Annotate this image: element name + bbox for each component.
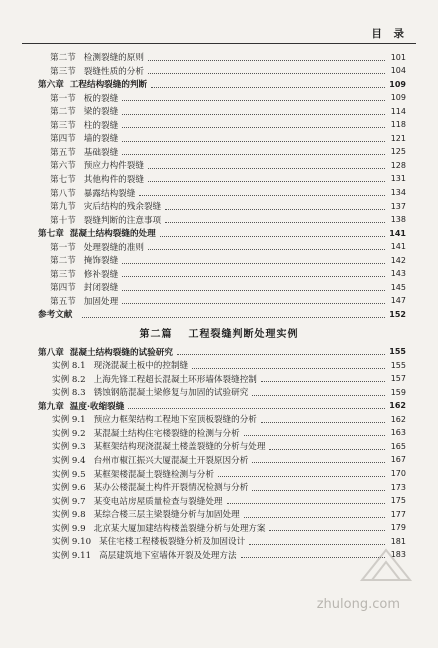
toc-page-number: 175 xyxy=(390,496,406,506)
toc-chapter-entry[interactable] xyxy=(38,77,406,91)
toc-entry-label: 实例 9.5 xyxy=(52,469,86,480)
toc-entry-label: 第四节 xyxy=(50,134,76,145)
toc-section-entry[interactable] xyxy=(52,467,406,481)
toc-entry-title: 修补裂缝 xyxy=(83,269,119,280)
toc-section-entry[interactable] xyxy=(50,145,406,159)
toc-entry-title: 加固处理 xyxy=(83,296,119,307)
toc-leader-dots xyxy=(122,135,385,142)
toc-section-entry[interactable] xyxy=(52,385,406,399)
toc-section-entry[interactable] xyxy=(52,548,406,562)
watermark-text: zhulong.com xyxy=(316,597,400,612)
toc-entry-title: 灾后结构的残余裂缝 xyxy=(83,202,162,213)
toc-entry-label: 实例 8.1 xyxy=(52,361,86,372)
toc-page-number: 137 xyxy=(390,201,406,211)
toc-chapter-entry[interactable] xyxy=(38,399,406,413)
toc-page-number: 138 xyxy=(390,215,406,225)
toc-section-entry[interactable] xyxy=(52,412,406,426)
toc-section-entry[interactable] xyxy=(50,240,406,254)
toc-entry-title: 高层建筑地下室墙体开裂及处理方法 xyxy=(99,550,237,561)
toc-leader-dots xyxy=(177,348,385,355)
toc-leader-dots xyxy=(269,443,385,450)
toc-section-entry[interactable] xyxy=(50,50,406,64)
header-rule xyxy=(22,43,416,44)
toc-leader-dots xyxy=(122,257,385,264)
toc-entry-label: 第十节 xyxy=(50,215,76,226)
toc-entry-label: 实例 9.9 xyxy=(52,523,86,534)
toc-page-number: 181 xyxy=(390,536,406,546)
toc-leader-dots xyxy=(148,175,385,182)
toc-entry-label: 第九章 xyxy=(38,401,64,412)
toc-page-number: 159 xyxy=(390,387,406,397)
toc-entry-label: 实例 9.2 xyxy=(52,428,86,439)
toc-entry-title: 混凝土结构裂缝的试验研究 xyxy=(69,347,173,358)
toc-leader-dots xyxy=(261,416,385,423)
toc-entry-label: 实例 9.4 xyxy=(52,455,86,466)
toc-section-entry[interactable] xyxy=(52,534,406,548)
toc-page-number: 155 xyxy=(389,347,406,357)
toc-section-entry[interactable] xyxy=(50,104,406,118)
toc-chapter-entry[interactable] xyxy=(38,345,406,359)
toc-leader-dots xyxy=(148,54,385,61)
toc-entry-title: 检测裂缝的原则 xyxy=(83,53,144,63)
toc-entry-title: 台州市椒江振兴大厦混凝土开裂原因分析 xyxy=(93,455,249,466)
toc-leader-dots xyxy=(82,311,385,318)
part-heading-label: 第二篇 xyxy=(139,329,173,340)
toc-page-number: 152 xyxy=(389,309,406,319)
toc-page-number: 179 xyxy=(390,523,406,533)
toc-entry-title: 上海先锋工程超长混凝土环形墙体裂缝控制 xyxy=(93,374,257,385)
toc-page-number: 104 xyxy=(390,66,406,76)
toc-leader-dots xyxy=(261,375,385,382)
toc-page-number: 163 xyxy=(390,428,406,438)
toc-entry-label: 实例 8.3 xyxy=(52,388,86,399)
toc-entry-title: 柱的裂缝 xyxy=(83,120,119,131)
toc-section-entry[interactable] xyxy=(50,118,406,132)
toc-leader-dots xyxy=(227,497,385,504)
toc-leader-dots xyxy=(148,162,385,169)
toc-leader-dots xyxy=(128,402,385,409)
toc-entry-label: 第八节 xyxy=(50,188,76,199)
toc-section-entry[interactable] xyxy=(52,453,406,467)
toc-page-number: 162 xyxy=(390,414,406,424)
toc-section-entry[interactable] xyxy=(50,131,406,145)
toc-entry-label: 实例 9.7 xyxy=(52,496,86,507)
toc-section-entry[interactable] xyxy=(50,199,406,213)
toc-leader-dots xyxy=(122,297,385,304)
toc-page-number: 157 xyxy=(390,374,406,384)
toc-section-entry[interactable] xyxy=(50,213,406,227)
toc-page-number: 177 xyxy=(390,509,406,519)
toc-entry-label: 第六章 xyxy=(38,80,64,91)
toc-entry-title: 裂缝判断的注意事项 xyxy=(83,215,162,226)
toc-section-entry[interactable] xyxy=(50,267,406,281)
toc-entry-title: 板的裂缝 xyxy=(83,93,119,104)
toc-entry-title: 锈蚀钢筋混凝土梁修复与加固的试验研究 xyxy=(93,388,249,399)
toc-entry-title: 温度·收缩裂缝 xyxy=(69,401,125,412)
toc-section-entry[interactable] xyxy=(52,372,406,386)
toc-entry-label: 实例 8.2 xyxy=(52,374,86,385)
toc-section-entry[interactable] xyxy=(50,91,406,105)
toc-entry-label: 实例 9.11 xyxy=(52,550,92,561)
toc-page-number: 143 xyxy=(390,269,406,279)
toc-entry-label: 第五节 xyxy=(50,296,76,307)
toc-page-number: 162 xyxy=(389,401,406,411)
toc-page-number: 125 xyxy=(390,147,406,157)
watermark-logo-icon xyxy=(358,546,414,586)
toc-leader-dots xyxy=(252,389,385,396)
toc-entry-label: 第九节 xyxy=(50,202,76,213)
toc-leader-dots xyxy=(122,108,385,115)
toc-page-number: 167 xyxy=(390,455,406,465)
toc-section-entry[interactable] xyxy=(50,172,406,186)
toc-entry-label: 第四节 xyxy=(50,283,76,294)
toc-leader-dots xyxy=(165,203,385,210)
toc-section-entry[interactable] xyxy=(52,358,406,372)
toc-entry-label: 第一节 xyxy=(50,93,76,104)
toc-entry-title: 某混凝土结构住宅楼裂缝的检测与分析 xyxy=(93,428,240,439)
toc-page-number: 165 xyxy=(390,441,406,451)
toc-page-number: 155 xyxy=(390,360,406,370)
toc-entry-title: 某办公楼混凝土构件开裂情况检测与分析 xyxy=(93,483,249,494)
toc-leader-dots xyxy=(269,524,385,531)
toc-leader-dots xyxy=(148,243,385,250)
toc-leader-dots xyxy=(165,216,385,223)
toc-entry-label: 第三节 xyxy=(50,66,76,77)
toc-page-number: 134 xyxy=(390,188,406,197)
toc-entry-title: 北京某大厦加建结构楼盖裂缝分析与处理方案 xyxy=(93,523,266,534)
toc-entry-label: 第八章 xyxy=(38,347,64,358)
toc-entry-title: 某框架楼混凝土裂缝检测与分析 xyxy=(93,469,214,480)
toc-section-entry[interactable] xyxy=(50,64,406,78)
toc-page-number: 173 xyxy=(390,482,406,492)
toc-entry-label: 参考文献 xyxy=(38,310,73,321)
toc-entry-label: 第七章 xyxy=(38,229,64,240)
toc-entry-title: 暴露结构裂缝 xyxy=(83,188,136,199)
toc-leader-dots xyxy=(122,270,385,277)
toc-entry-title: 预应力框架结构工程地下室顶板裂缝的分析 xyxy=(93,415,257,426)
toc-page-number: 183 xyxy=(390,550,406,560)
toc-page-number: 109 xyxy=(389,79,406,89)
toc-section-entry[interactable] xyxy=(52,480,406,494)
toc-leader-dots xyxy=(252,484,385,491)
toc-leader-dots xyxy=(139,189,385,196)
toc-page-number: 118 xyxy=(390,120,406,130)
toc-entry-title: 某综合楼三层主梁裂缝分析与加固处理 xyxy=(93,510,240,521)
toc-entry-label: 第二节 xyxy=(50,256,76,267)
toc-entry-label: 实例 9.8 xyxy=(52,510,86,521)
toc-leader-dots xyxy=(192,362,385,369)
toc-entry-label: 实例 9.10 xyxy=(52,537,92,548)
toc-page-number: 121 xyxy=(390,133,406,143)
toc-entry-label: 实例 9.3 xyxy=(52,442,86,453)
toc-page-number: 109 xyxy=(390,93,406,103)
toc-page-number: 147 xyxy=(390,296,406,306)
toc-entry-title: 某住宅楼工程楼板裂缝分析及加固设计 xyxy=(99,537,246,548)
toc-entry-label: 第三节 xyxy=(50,269,76,280)
toc-entry-label: 实例 9.6 xyxy=(52,483,86,494)
toc-section-entry[interactable] xyxy=(50,186,406,200)
toc-entry-title: 预应力构件裂缝 xyxy=(83,161,144,172)
page-header-title: 目 录 xyxy=(371,28,408,40)
toc-leader-dots xyxy=(244,511,385,518)
toc-entry-title: 现浇混凝土板中的控制缝 xyxy=(93,361,189,372)
toc-section-entry[interactable] xyxy=(52,521,406,535)
toc-chapter-entry[interactable] xyxy=(38,226,406,240)
toc-page-number: 145 xyxy=(390,282,406,292)
part-heading-title: 工程裂缝判断处理实例 xyxy=(188,329,299,340)
toc-section-entry[interactable] xyxy=(50,253,406,267)
toc-entry-label: 第三节 xyxy=(50,120,76,131)
toc-leader-dots xyxy=(122,121,385,128)
toc-page-number: 131 xyxy=(390,174,406,184)
toc-entry-title: 工程结构裂缝的判断 xyxy=(69,80,148,91)
toc-section-entry[interactable] xyxy=(52,494,406,508)
toc-section-entry[interactable] xyxy=(52,439,406,453)
toc-entry-label: 第七节 xyxy=(50,174,76,185)
toc-page-number: 141 xyxy=(389,228,406,238)
toc-section-entry[interactable] xyxy=(50,280,406,294)
toc-entry-label: 第六节 xyxy=(50,161,76,172)
toc-leader-dots xyxy=(252,456,385,463)
toc-entry-title: 某变电站房屋质量检查与裂缝处理 xyxy=(93,496,223,507)
toc-page-number: 101 xyxy=(390,52,406,62)
toc-page-number: 142 xyxy=(390,255,406,265)
toc-leader-dots xyxy=(148,67,385,74)
toc-entry-title: 处理裂缝的准则 xyxy=(83,242,144,253)
toc-leader-dots xyxy=(122,94,385,101)
toc-entry-label: 第二节 xyxy=(50,53,76,63)
toc-leader-dots xyxy=(244,429,385,436)
toc-section-entry[interactable] xyxy=(50,158,406,172)
toc-entry-title: 梁的裂缝 xyxy=(83,107,119,118)
toc-leader-dots xyxy=(249,538,385,545)
toc-entry-label: 第一节 xyxy=(50,242,76,253)
toc-section-entry[interactable] xyxy=(52,507,406,521)
toc-entry-title: 墙的裂缝 xyxy=(83,134,119,145)
part-heading xyxy=(0,325,438,340)
toc-entry-label: 实例 9.1 xyxy=(52,415,86,426)
toc-entry-title: 混凝土结构裂缝的处理 xyxy=(69,229,156,240)
toc-page-number: 170 xyxy=(390,469,406,478)
toc-page-number: 141 xyxy=(390,242,406,252)
toc-section-entry[interactable] xyxy=(52,426,406,440)
toc-leader-dots xyxy=(218,470,385,477)
toc-entry-title: 裂缝性质的分析 xyxy=(83,66,144,77)
toc-entry-label: 第五节 xyxy=(50,147,76,158)
toc-page-number: 114 xyxy=(390,106,406,116)
toc-leader-dots xyxy=(122,148,385,155)
toc-entry-label: 第二节 xyxy=(50,107,76,118)
toc-entry-title: 基础裂缝 xyxy=(83,147,119,158)
toc-page-number: 128 xyxy=(390,160,406,170)
toc-leader-dots xyxy=(151,81,385,88)
toc-section-entry[interactable] xyxy=(50,294,406,308)
toc-entry-title: 其他构件的裂缝 xyxy=(83,174,144,185)
toc-entry-title: 掩饰裂缝 xyxy=(83,256,119,267)
toc-entry-title: 某框架结构现浇混凝土楼盖裂缝的分析与处理 xyxy=(93,442,266,453)
toc-leader-dots xyxy=(160,230,385,237)
toc-leader-dots xyxy=(122,284,385,291)
toc-entry-title: 封闭裂缝 xyxy=(83,283,119,294)
toc-chapter-entry[interactable] xyxy=(38,307,406,321)
